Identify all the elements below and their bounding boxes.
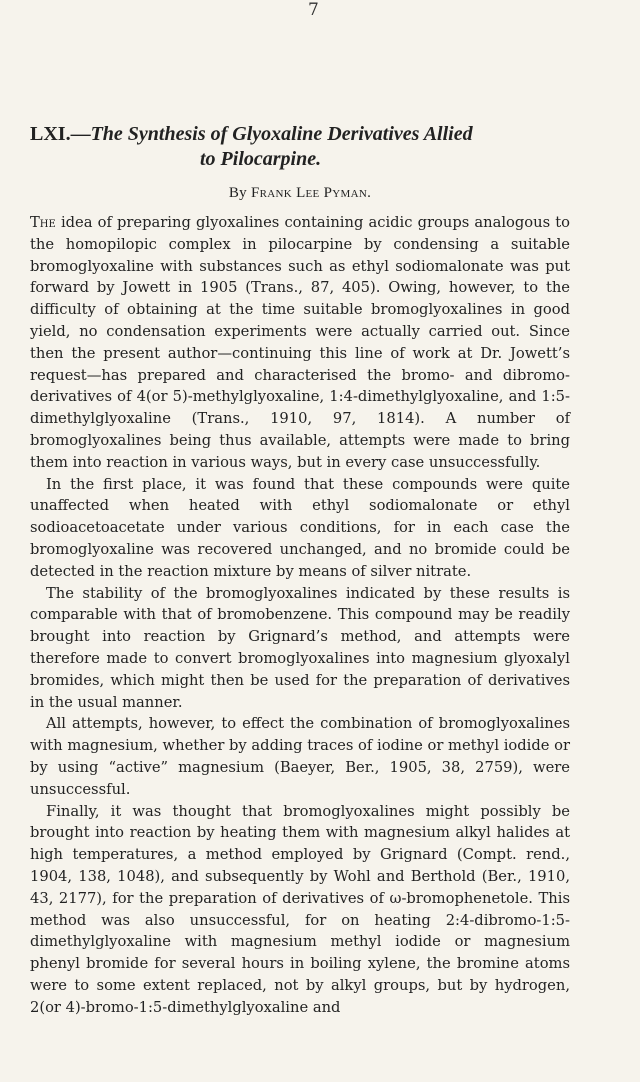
paragraph-2: In the first place, it was found that these compounds were quite unaffected when heated with ethyl sodiomalonate or ethyl sodioacetoacetate under various conditions, for in each case the bromoglyoxaline was recovered unchanged, and no bromide could be detected in the reaction mixture by means of silver nitrate.	[30, 475, 570, 580]
byline	[30, 185, 570, 202]
byline-prefix: By	[228, 185, 247, 201]
first-word: The	[30, 214, 56, 231]
page-mark: 7	[308, 0, 319, 20]
author-name: Frank Lee Pyman.	[251, 185, 372, 201]
title-line-2: to Pilocarpine.	[200, 148, 322, 170]
body-text	[30, 212, 570, 1018]
article-title: LXI.—The Synthesis of Glyoxaline Derivatives Allied to Pilocarpine.	[30, 122, 570, 172]
title-line-1: The Synthesis of Glyoxaline Derivatives Allied	[90, 123, 473, 145]
paragraph-4: All attempts, however, to effect the combination of bromoglyoxalines with magnesium, whether by adding traces of iodine or methyl iodide or by using “active” magnesium (Baeyer, Ber., 1905, 38, 2759), were unsuccessful.	[30, 715, 570, 798]
paragraph-1-text: idea of preparing glyoxalines containing acidic groups analogous to the homopilopic complex in pilocarpine by condensing a suitable bromoglyoxaline with substances such as ethyl sodiomalonate was put forward by Jowett in 1905 (Trans., 87, 405). Owing, however, to the difficulty of obtaining at the time suitable bromoglyoxalines in good yield, no condensation experiments were actually carried out. Since then the present author—continuing this line of work at Dr. Jowett’s request—has prepared and characterised the bromo- and dibromo-derivatives of 4(or 5)-methylglyoxaline, 1:4-dimethylglyoxaline, and 1:5-dimethylglyoxaline (Trans., 1910, 97, 1814). A number of bromoglyoxalines being thus available, attempts were made to bring them into reaction in various ways, but in every case unsuccessfully.	[30, 214, 570, 471]
article-number: LXI.	[30, 123, 71, 145]
paragraph-5: Finally, it was thought that bromoglyoxalines might possibly be brought into reaction by heating them with magnesium alkyl halides at high temperatures, a method employed by Grignard (Compt. rend., 1904, 138, 1048), and subsequently by Wohl and Berthold (Ber., 1910, 43, 2177), for the preparation of derivatives of ω-bromophenetole. This method was also unsuccessful, for on heating 2:4-dibromo-1:5-dimethylglyoxaline with magnesium methyl iodide or magnesium phenyl bromide for several hours in boiling xylene, the bromine atoms were to some extent replaced, not by alkyl groups, but by hydrogen, 2(or 4)-bromo-1:5-dimethylglyoxaline and	[30, 802, 570, 1016]
article	[30, 122, 570, 1018]
paragraph-1	[30, 212, 570, 474]
paragraph-3: The stability of the bromoglyoxalines indicated by these results is comparable with that of bromobenzene. This compound may be readily brought into reaction by Grignard’s method, and attempts were therefore made to convert bromoglyoxalines into magnesium glyoxalyl bromides, which might then be used for the preparation of derivatives in the usual manner.	[30, 584, 570, 711]
